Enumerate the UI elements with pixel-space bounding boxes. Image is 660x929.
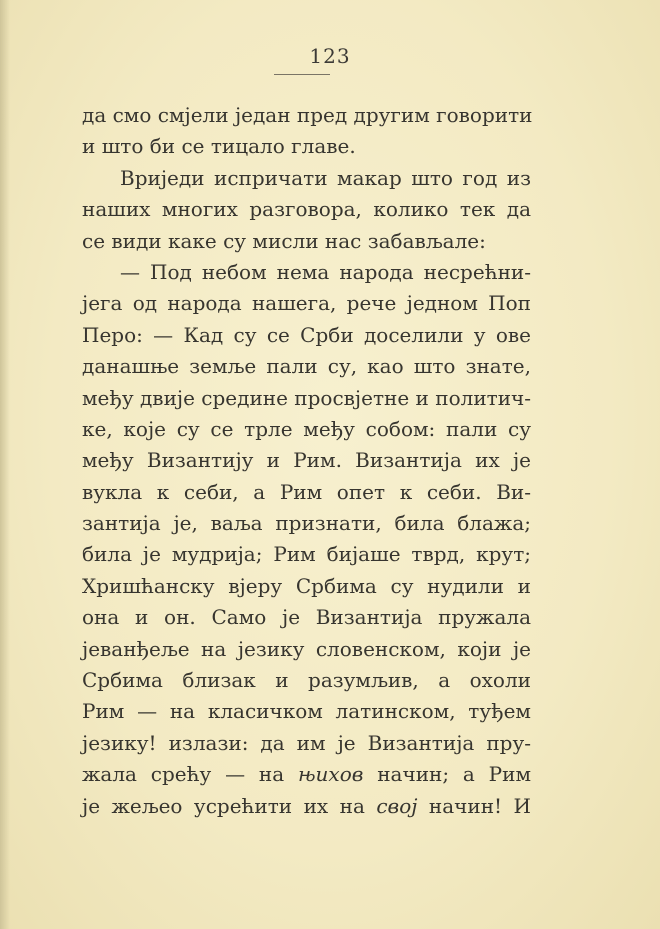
text-line: да смо смјели један пред другим говорити — [82, 103, 533, 127]
body-text — [82, 100, 531, 822]
text-segment: начин! И — [417, 793, 531, 818]
page-edge-shadow — [0, 0, 10, 929]
text-line: и што би се тицало главе. — [82, 134, 356, 159]
text-segment: жала срећу — на — [82, 762, 298, 787]
text-line: међу двије средине просвјетне и политич- — [82, 385, 532, 410]
text-line: међу Византију и Рим. Византија их је — [82, 448, 531, 473]
text-line: зантија је, ваља признати, била блажа; — [82, 511, 531, 536]
text-line: она и он. Само је Византија пружала — [82, 605, 531, 630]
text-line: језику! излази: да им је Византија пру- — [82, 730, 531, 755]
text-line: Рим — на класичком латинском, туђем — [82, 699, 531, 724]
text-line: ке, које су се трле међу собом: пали су — [82, 416, 531, 441]
text-line: наших многих разговора, колико тек да — [82, 197, 531, 222]
text-line: Србима близак и разумљив, а охоли — [82, 668, 531, 693]
text-line: — Под небом нема народа несрећни- — [120, 259, 531, 284]
text-line: се види каке су мисли нас забављале: — [82, 228, 486, 253]
page-number-rule — [274, 74, 330, 75]
text-line: данашње земље пали су, као што знате, — [82, 354, 531, 379]
text-line: јега од народа нашега, рече једном Поп — [82, 291, 531, 316]
text-line: Хришћанску вјеру Србима су нудили и — [82, 573, 531, 598]
text-line: Перо: — Кад су се Срби доселили у ове — [82, 322, 531, 347]
page-number: 123 — [309, 44, 351, 68]
text-line: Вриједи испричати макар што год из — [120, 165, 531, 190]
text-line — [82, 759, 531, 790]
text-segment: начин; а Рим — [363, 762, 531, 787]
text-segment: је жељео усрећити их на — [82, 793, 377, 818]
text-line: вукла к себи, а Рим опет к себи. Ви- — [82, 479, 531, 504]
text-line: јеванђеље на језику словенском, који је — [82, 636, 531, 661]
text-line — [82, 791, 531, 822]
emphasis-text: свој — [376, 793, 418, 818]
text-line: била је мудрија; Рим бијаше тврд, крут; — [82, 542, 531, 567]
emphasis-text: њихов — [297, 762, 364, 787]
